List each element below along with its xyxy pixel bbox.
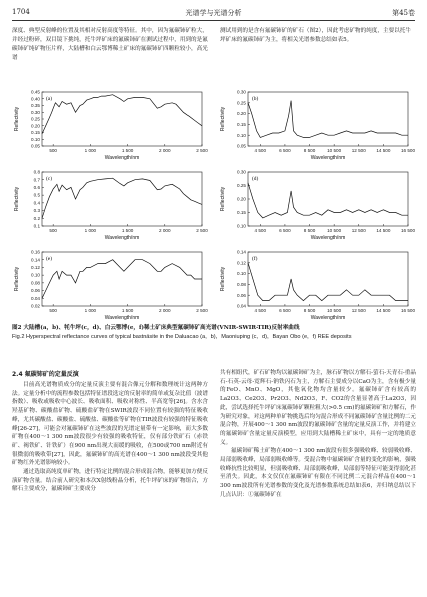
y-tick-label: 0.14	[237, 249, 246, 255]
x-tick-label: 12 500	[351, 228, 366, 233]
spectrum-chart-b	[218, 88, 415, 164]
x-tick-label: 6 500	[279, 228, 291, 233]
x-tick-label: 12 500	[351, 308, 366, 313]
y-axis-label: Reflectivity	[220, 186, 226, 212]
y-tick-label: 0.3	[33, 208, 40, 214]
section-title: 2.4 氟碳铈矿的定量反演	[12, 371, 79, 378]
y-tick-label: 0.10	[237, 132, 246, 138]
x-tick-label: 1 000	[84, 228, 97, 233]
intro-paragraph-right: 测试用到的是含有氟碳铈矿的矿石（图2），因此考虑矿物的纯度，主要以托牛坪矿床的氟碳铈矿为主，将相关光谱参数总结如表5。	[220, 28, 411, 43]
y-tick-label: 0.25	[31, 116, 40, 122]
y-tick-label: 0.6	[33, 185, 40, 191]
panel-label: (e)	[46, 256, 52, 262]
y-tick-label: 0.5	[33, 192, 40, 198]
panel-label: (f)	[252, 256, 258, 262]
y-tick-label: 0.15	[237, 210, 246, 216]
panel-label: (c)	[46, 176, 52, 182]
x-tick-label: 4 500	[254, 228, 267, 233]
x-tick-label: 2 000	[159, 228, 171, 233]
spectrum-chart-f	[218, 248, 415, 324]
y-axis-label: Reflectivity	[220, 106, 226, 132]
chart-svg	[218, 88, 415, 164]
chart-svg	[218, 248, 415, 324]
y-tick-label: 0.10	[237, 271, 246, 277]
journal-title: 光谱学与光谱分析	[185, 9, 242, 17]
x-tick-label: 16 500	[400, 308, 416, 313]
spectrum-chart-e	[12, 248, 209, 324]
y-tick-label: 0.35	[31, 103, 40, 109]
y-tick-label: 0.12	[237, 260, 246, 266]
x-tick-label: 1 500	[121, 228, 134, 233]
volume-label: 第45卷	[392, 9, 415, 17]
x-axis-label: Wavelength/nm	[310, 155, 346, 161]
page-number: 1704	[12, 8, 30, 16]
y-tick-label: 0.14	[31, 257, 40, 263]
x-axis-label: Wavelength/nm	[310, 235, 346, 241]
chart-svg	[218, 168, 415, 244]
reflectance-line	[248, 183, 408, 218]
body-paragraph: 氟碳铈矿稀土矿物在400～1 300 nm波段有很多强吸收峰、较弱吸收峰、局部弱吸收峰，局部弱吸收峰等。受混合物中氟碳铈矿含量的变化的影响，强吸收峰抗性比较明显，但弱吸收峰、局部弱吸收峰，局部弱等特征可能变得弱化甚至消失。因此，本文仅仅在氟碳铈矿有限在不同比例二元混合样品在400～1 300 nm波段所有光谱参数的变化及光谱参数系统总结如表6，并归纳总结以下几点认识：①氟碳铈矿在	[220, 448, 416, 498]
x-tick-label: 4 500	[254, 148, 267, 153]
x-tick-label: 1 000	[84, 308, 97, 313]
chart-svg	[12, 248, 209, 324]
spectrum-chart-a	[12, 88, 209, 164]
y-tick-label: 0.2	[33, 215, 40, 221]
x-tick-label: 16 500	[400, 148, 416, 153]
y-tick-label: 0.10	[237, 223, 246, 229]
x-axis-label: Wavelength/nm	[104, 315, 140, 321]
y-tick-label: 0.04	[237, 303, 246, 309]
body-column-left	[12, 381, 208, 494]
x-tick-label: 500	[49, 308, 57, 313]
x-tick-label: 2 500	[196, 148, 208, 153]
x-tick-label: 6 500	[279, 308, 291, 313]
y-axis-label: Reflectivity	[14, 186, 20, 212]
panel-label: (a)	[46, 96, 52, 102]
x-tick-label: 10 500	[327, 228, 342, 233]
y-tick-label: 0.15	[31, 130, 40, 136]
x-tick-label: 6 500	[279, 148, 291, 153]
spectrum-chart-c	[12, 168, 209, 244]
y-tick-label: 0.1	[33, 223, 40, 229]
y-tick-label: 0.25	[237, 183, 246, 189]
plot-frame	[42, 252, 202, 306]
x-axis-label: Wavelength/nm	[104, 235, 140, 241]
y-tick-label: 0.30	[31, 109, 40, 115]
x-tick-label: 2 000	[159, 148, 171, 153]
chart-svg	[12, 168, 209, 244]
reflectance-line	[42, 260, 202, 299]
y-tick-label: 0.20	[237, 196, 246, 202]
plot-frame	[248, 92, 408, 146]
y-axis-label: Reflectivity	[14, 266, 20, 292]
body-paragraph: 目前高光谱物质成分的定量反演主要有混合像元分解和数理统计这两种方法。定量分析中的流程参数包括特征谱段选定的反射率的简单或复杂比值（波谱指数）、吸收或吸收中心波长、吸收面积、吸收对称性、半高宽等[26]。含水含羟基矿物、碳酸盐矿物、硫酸盐矿物在SWIR波段不同位置有较强的特征吸收峰，尤其碳酸盐、碳酸盐、硫酸盐、碳酸盐等矿物在TIR波段有较强的特征吸收峰[26-27]，可能会对氟碳铈矿在这些波段的光谱定量带有一定影响，而大多数矿物在400～1 300 nm波段很少有较强的吸收特征，仅有部分铁矿石（赤铁矿、褐铁矿、针铁矿）在900 nm出现大而缓的吸收，在500或700 nm附近有很微弱的吸收带[27]，因此，氟碳铈矿的高光谱在400～1 300 nm波段受其他矿物红外光谱影响较小。	[12, 382, 208, 467]
x-axis-label: Wavelength/nm	[104, 155, 140, 161]
panel-label: (d)	[252, 176, 259, 182]
y-axis-label: Reflectivity	[220, 266, 226, 292]
x-tick-label: 16 500	[400, 228, 416, 233]
x-axis-label: Wavelength/nm	[310, 315, 346, 321]
x-tick-label: 8 500	[303, 228, 316, 233]
x-tick-label: 2 000	[159, 308, 171, 313]
y-tick-label: 0.25	[237, 100, 246, 106]
y-tick-label: 0.20	[237, 111, 246, 117]
y-tick-label: 0.05	[31, 143, 40, 149]
body-paragraph: 通过选取高纯度单矿物，进行特定比例的混合形成混合物，能够更加方便反演矿物含量。结合前人研究和本次X射线粉晶分析，托牛坪矿床的矿物组合，方解石主要成分，氟碳铈矿主要成分	[12, 469, 208, 493]
y-tick-label: 0.40	[31, 96, 40, 102]
x-tick-label: 14 500	[376, 308, 391, 313]
y-tick-label: 0.08	[237, 282, 246, 287]
x-tick-label: 500	[49, 148, 57, 153]
reflectance-line	[248, 101, 408, 138]
body-column-right	[220, 369, 416, 500]
reflectance-line	[42, 178, 202, 218]
y-tick-label: 0.4	[33, 200, 40, 206]
x-tick-label: 1 000	[84, 148, 97, 153]
caption-chinese: 图2 大陆槽(a，b)、牦牛坪(c，d)、白云鄂博(e，f)稀土矿床典型氟碳铈矿高光谱(VNIR-SWIR-TIR)反射率曲线	[12, 325, 300, 331]
x-tick-label: 14 500	[376, 148, 391, 153]
y-tick-label: 0.20	[31, 123, 40, 129]
x-tick-label: 1 500	[121, 308, 134, 313]
x-tick-label: 500	[49, 228, 57, 233]
y-tick-label: 0.7	[33, 177, 40, 183]
y-tick-label: 0.8	[33, 169, 40, 175]
reflectance-line	[42, 95, 202, 134]
x-tick-label: 10 500	[327, 308, 342, 313]
y-tick-label: 0.30	[237, 89, 246, 95]
x-tick-label: 8 500	[303, 308, 316, 313]
plot-frame	[42, 172, 202, 226]
y-tick-label: 0.15	[237, 122, 246, 127]
y-tick-label: 0.08	[31, 280, 40, 286]
x-tick-label: 1 500	[121, 148, 134, 153]
panel-label: (b)	[252, 96, 259, 102]
intro-paragraph-left: 深度、典型反射峰的位置及其相对反射高度等特征。其中，因为氟碳铈矿粒大，并经过粉碎，双目镜下挑纯，托牛坪矿床的氟碳铈矿在测试过程中，用到的是氟碳铈矿纯矿物压片样，大陆槽和白云鄂博稀土矿床的氟碳铈矿四颗粒较小，高光谱	[12, 28, 208, 61]
y-tick-label: 0.05	[237, 143, 246, 149]
spectrum-chart-d	[218, 168, 415, 244]
x-tick-label: 4 500	[254, 308, 267, 313]
y-tick-label: 0.16	[31, 249, 40, 255]
chart-svg	[12, 88, 209, 164]
body-paragraph: 共有相组代，矿石矿物均以氟碳铈矿为主，脉石矿物以方解石-萤石-天青石-重晶石-石英-云母-霓辉石-钠铁闪石为主，方解石主要成分以CaO为主，含有极少量的FeO、MnO、MgO，其他氧化物均含量较少。氟碳铈矿含有较高的La2O3、Ce2O3、Pr2O3、Nd2O3，F、CO2的含量显著高于La2O3，因此，尝试选择托牛坪矿床氟碳铈矿颗粒粗大(>0.5 cm)的氟碳铈矿和方解石，作为研究对象，对这两种单矿物挑选后均匀混合形成不同氟碳铈矿含量比例的二元混合物，开展400～1 300 nm波段的氟碳铈矿含量的定量反演工作，并将建立的氟碳铈矿含量定量反演模型，应用到大陆槽稀土矿床中，具有一定的地质意义。	[220, 370, 416, 446]
y-tick-label: 0.10	[31, 136, 40, 142]
x-tick-label: 2 500	[196, 308, 208, 313]
caption-english: Fig.2 Hyperspectral reflectance curves of typical bastnäsite in the Daluacao (a，b)，Maoniuping (c，d)，Bayan Obo (e，f) REE deposits	[12, 333, 352, 340]
reflectance-line	[248, 263, 408, 301]
y-tick-label: 0.02	[31, 303, 40, 309]
y-tick-label: 0.30	[237, 169, 246, 175]
y-tick-label: 0.06	[31, 288, 40, 294]
y-tick-label: 0.45	[31, 89, 40, 95]
x-tick-label: 12 500	[351, 148, 366, 153]
plot-frame	[248, 172, 408, 226]
x-tick-label: 8 500	[303, 148, 316, 153]
y-tick-label: 0.10	[31, 272, 40, 278]
y-tick-label: 0.12	[31, 265, 40, 271]
y-tick-label: 0.06	[237, 292, 246, 298]
y-tick-label: 0.04	[31, 295, 40, 301]
figure-caption	[12, 324, 416, 341]
y-axis-label: Reflectivity	[14, 106, 20, 132]
x-tick-label: 10 500	[327, 148, 342, 153]
x-tick-label: 2 500	[196, 228, 208, 233]
x-tick-label: 14 500	[376, 228, 391, 233]
running-header	[12, 8, 415, 21]
